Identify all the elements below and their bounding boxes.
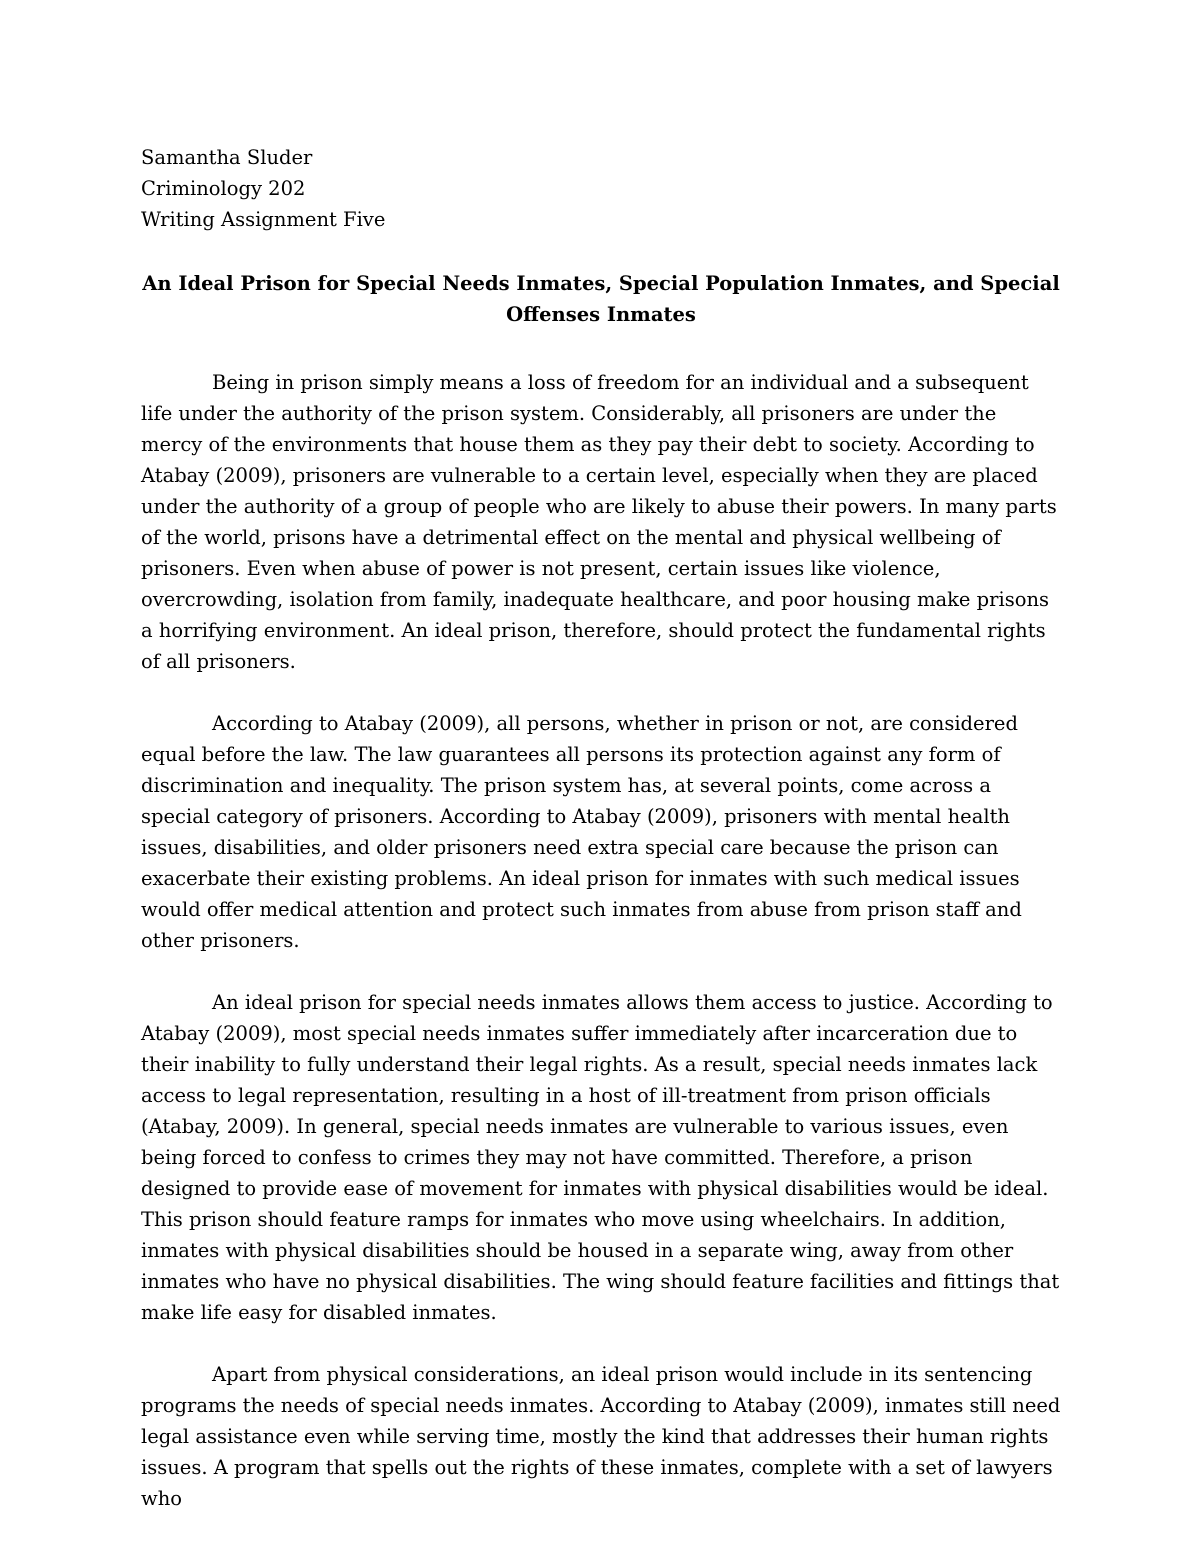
- paragraph-3: An ideal prison for special needs inmates allows them access to justice. According to Atabay (2009), most special needs inmates suffer immediately after incarceration due to their inability to fully understand their legal rights. As a result, special needs inmates lack access to legal representation, resulting in a host of ill-treatment from prison officials (Atabay, 2009). In general, special needs inmates are vulnerable to various issues, even being forced to confess to crimes they may not have committed. Therefore, a prison designed to provide ease of movement for inmates with physical disabilities would be ideal. This prison should feature ramps for inmates who move using wheelchairs. In addition, inmates with physical disabilities should be housed in a separate wing, away from other inmates who have no physical disabilities. The wing should feature facilities and fittings that make life easy for disabled inmates.: [141, 991, 1060, 1324]
- paragraph-1: Being in prison simply means a loss of freedom for an individual and a subsequent life under the authority of the prison system. Considerably, all prisoners are under the mercy of the environments that house them as they pay their debt to society. According to Atabay (2009), prisoners are vulnerable to a certain level, especially when they are placed under the authority of a group of people who are likely to abuse their powers. In many parts of the world, prisons have a detrimental effect on the mental and physical wellbeing of prisoners. Even when abuse of power is not present, certain issues like violence, overcrowding, isolation from family, inadequate healthcare, and poor housing make prisons a horrifying environment. An ideal prison, therefore, should protect the fundamental rights of all prisoners.: [141, 371, 1057, 673]
- course-name: Criminology 202: [141, 177, 306, 200]
- document-body: [141, 142, 1061, 1514]
- paragraph-2: According to Atabay (2009), all persons, whether in prison or not, are considered equal before the law. The law guarantees all persons its protection against any form of discrimination and inequality. The prison system has, at several points, come across a special category of prisoners. According to Atabay (2009), prisoners with mental health issues, disabilities, and older prisoners need extra special care because the prison can exacerbate their existing problems. An ideal prison for inmates with such medical issues would offer medical attention and protect such inmates from abuse from prison staff and other prisoners.: [141, 712, 1022, 952]
- paragraph-4: Apart from physical considerations, an ideal prison would include in its sentencing programs the needs of special needs inmates. According to Atabay (2009), inmates still need legal assistance even while serving time, mostly the kind that addresses their human rights issues. A program that spells out the rights of these inmates, complete with a set of lawyers who: [141, 1363, 1061, 1510]
- author-name: Samantha Sluder: [141, 146, 313, 169]
- document-title: An Ideal Prison for Special Needs Inmates, Special Population Inmates, and Special Offenses Inmates: [142, 272, 1060, 326]
- assignment-name: Writing Assignment Five: [141, 208, 386, 231]
